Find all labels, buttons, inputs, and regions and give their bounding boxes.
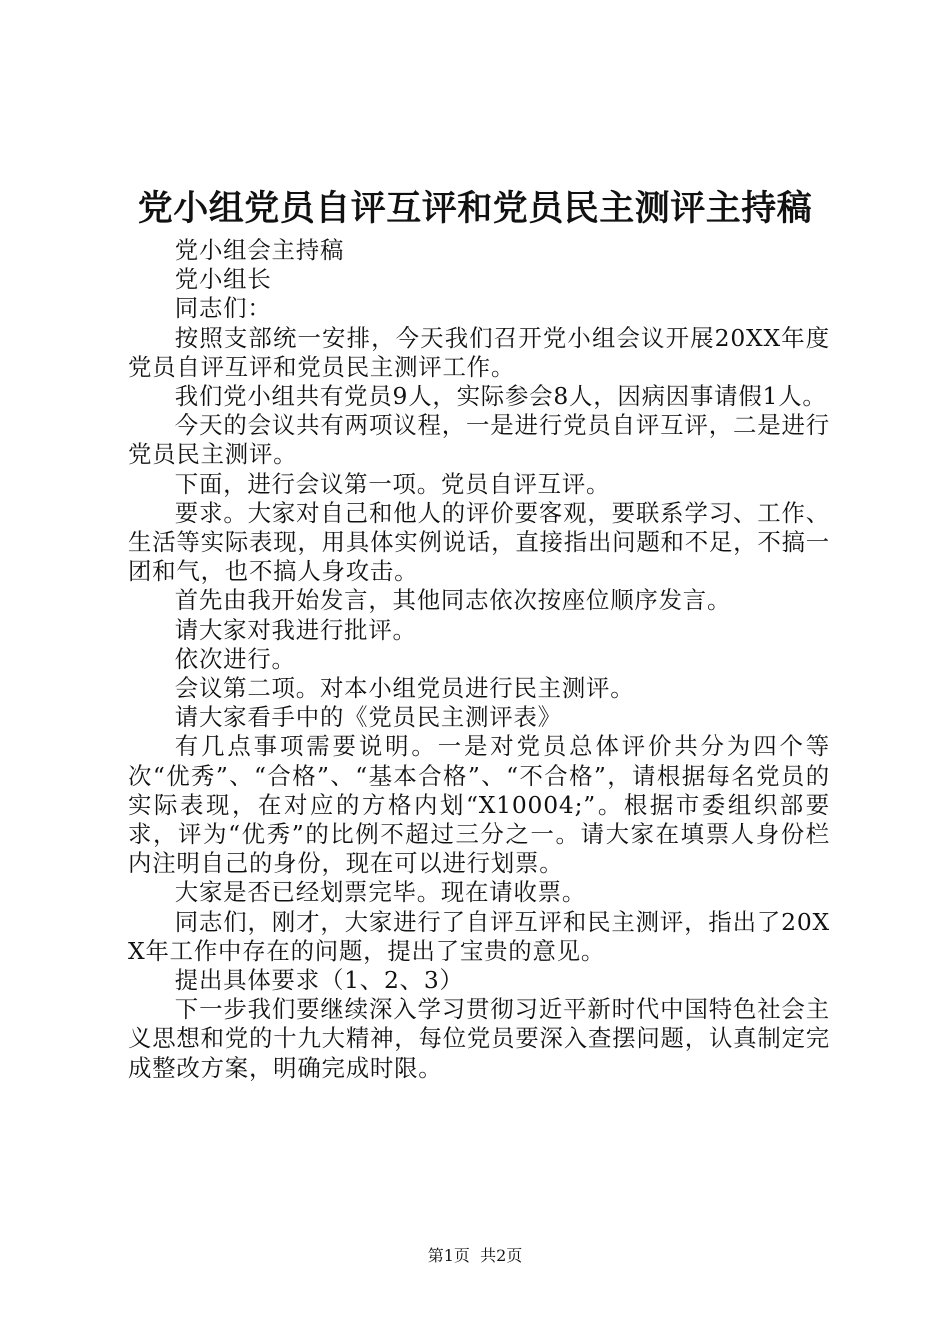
paragraph-heading: 党小组会主持稿 [174,236,345,264]
page-total: 共2页 [480,1246,523,1265]
paragraph: 要求。大家对自己和他人的评价要客观，要联系学习、工作、生活等实际表现，用具体实例说话，直接指出问题和不足，不搞一团和气，也不搞人身攻击。 [128,498,830,586]
paragraph: 请大家看手中的《党员民主测评表》 [174,703,562,732]
paragraph: 我们党小组共有党员9人，实际参会8人，因病因事请假1人。 [174,382,827,411]
paragraph: 按照支部统一安排，今天我们召开党小组会议开展20XX年度党员自评互评和党员民主测评工作。 [128,323,830,381]
paragraph: 今天的会议共有两项议程，一是进行党员自评互评，二是进行党员民主测评。 [128,411,830,469]
page-number: 第1页 [427,1246,470,1265]
paragraph: 请大家对我进行批评。 [174,615,417,644]
paragraph: 下面，进行会议第一项。党员自评互评。 [174,469,611,498]
paragraph: 大家是否已经划票完毕。现在请收票。 [174,878,587,907]
paragraph: 有几点事项需要说明。一是对党员总体评价共分为四个等次“优秀”、“合格”、“基本合格”、“不合格”，请根据每名党员的实际表现，在对应的方格内划“X10004;”。根据市委组织部要求，评为“优秀”的比例不超过三分之一。请大家在填票人身份栏内注明自己的身份，现在可以进行划票。 [128,732,830,878]
paragraph: 依次进行。 [174,644,296,673]
page-footer [0,1245,950,1267]
paragraph: 会议第二项。对本小组党员进行民主测评。 [174,674,635,703]
paragraph: 提出具体要求（1、2、3） [174,966,464,995]
document-body [128,236,830,1083]
paragraph: 下一步我们要继续深入学习贯彻习近平新时代中国特色社会主义思想和党的十九大精神，每位党员要深入查摆问题，认真制定完成整改方案，明确完成时限。 [128,995,830,1082]
document-title: 党小组党员自评互评和党员民主测评主持稿 [137,188,813,229]
paragraph: 首先由我开始发言，其他同志依次按座位顺序发言。 [174,586,732,615]
paragraph: 同志们，刚才，大家进行了自评互评和民主测评，指出了20XX年工作中存在的问题，提出了宝贵的意见。 [128,907,830,965]
paragraph-greeting: 同志们： [174,294,272,323]
paragraph-role: 党小组长 [174,265,272,294]
